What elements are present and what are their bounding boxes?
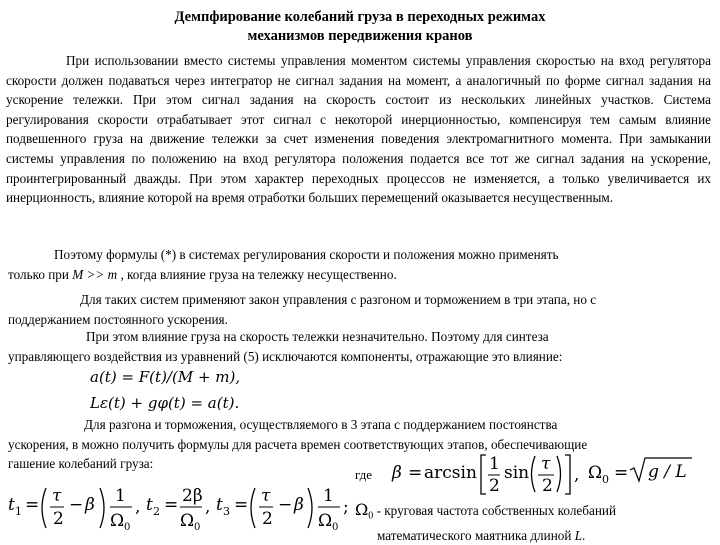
t2-subscript: 2 — [153, 505, 160, 518]
paragraph-intro-line: оказывается несущественным. — [441, 190, 614, 206]
paragraph-intro-line: с некоторой инерционностью, компенсируя тем самым влияние подвешенного груза на движение — [6, 111, 712, 147]
paragraph-line — [8, 265, 713, 285]
equals-sign: = — [234, 495, 249, 515]
omega-symbol: Ω — [318, 511, 333, 531]
two-digit: 2 — [262, 509, 273, 529]
numerator: 1 — [323, 486, 334, 506]
paren-left — [42, 488, 46, 528]
inline-math: M >> m — [72, 266, 118, 282]
t1-symbol: t — [8, 495, 15, 515]
paragraph-line: Для разгона и торможения, осуществляемого в 3 этапа с поддержанием постоянства — [84, 417, 558, 432]
text-fragment: только при — [8, 266, 73, 282]
paragraph-line: поддержанием постоянного ускорения. — [8, 311, 228, 327]
equation-acceleration: a(t) = F(t)/(M + m), — [90, 368, 241, 386]
where-label: где — [355, 467, 373, 482]
comma: , — [135, 497, 141, 517]
paragraph-line: гашение колебаний груза: — [8, 456, 154, 472]
t2-symbol: t — [146, 495, 153, 515]
equals-sign: = — [408, 463, 423, 483]
page-title — [0, 8, 720, 46]
omega-subscript: 0 — [332, 522, 339, 533]
beta-symbol: β — [85, 495, 95, 515]
numerator: 2β — [182, 486, 203, 506]
period: . — [582, 527, 586, 543]
text-fragment: , когда влияние груза на тележку несущественно. — [117, 266, 397, 282]
paren-right — [308, 488, 312, 528]
minus-sign: − — [278, 495, 293, 515]
paragraph-intro-line: тележки за счет изменения поведения электромагнитного момента. При замыкании системы — [6, 131, 712, 166]
paragraph-line: управляющего воздействия из уравнений (5) исключаются компоненты, отражающие это влияние: — [8, 348, 563, 364]
bracket-left — [481, 455, 486, 494]
paren-left — [251, 488, 255, 528]
omega-definition-line-2 — [355, 526, 616, 545]
omega-symbol: Ω — [355, 500, 369, 519]
paragraph-line: Для таких систем применяют закон управления с разгоном и торможением в три этапа, но с — [80, 292, 597, 307]
equals-sign: = — [614, 463, 629, 483]
paragraph-line: При этом влияние груза на скорость тележки незначительно. Поэтому для синтеза — [86, 329, 549, 344]
omega-definition — [355, 500, 616, 545]
paragraph-line: ускорения, в можно получить формулы для расчета времен соответствующих этапов, обеспечивающие — [8, 436, 588, 452]
title-line-2: механизмов передвижения кранов — [247, 28, 473, 44]
paragraph-intro-line: ускорение, проинтегрированный дважды. При этом характер переходных процессов не изменяется, а — [6, 150, 712, 186]
paragraph-synthesis — [8, 327, 713, 366]
length-variable: L — [574, 527, 583, 543]
numerator: 1 — [115, 486, 126, 506]
equals-sign: = — [164, 495, 179, 515]
paragraph-control-law — [8, 290, 713, 329]
paragraph-line: Поэтому формулы (*) в системах регулирования скорости и положения можно применять — [54, 247, 559, 262]
half-den: 2 — [489, 476, 500, 496]
stage-time-formulas — [8, 480, 348, 536]
sqrt-expression: g / L — [648, 462, 687, 482]
title-line-1: Демпфирование колебаний груза в переходных режимах — [174, 9, 546, 25]
equation-pendulum: Lε(t) + gφ(t) = a(t). — [90, 394, 240, 412]
paren-right — [557, 456, 561, 492]
minus-sign: − — [69, 495, 84, 515]
t1-subscript: 1 — [15, 505, 22, 518]
omega-definition-text: математического маятника длиной — [377, 527, 575, 543]
t3-symbol: t — [216, 495, 223, 515]
paren-left — [532, 456, 536, 492]
omega-definition-line-1 — [355, 500, 616, 526]
equals-sign: = — [25, 495, 40, 515]
half-num: 1 — [489, 454, 500, 474]
tau-symbol: τ — [261, 486, 271, 506]
comma: , — [205, 497, 211, 517]
omega-subscript: 0 — [368, 510, 374, 522]
omega-definition-text: - круговая частота собственных колебаний — [373, 503, 617, 518]
t3-subscript: 3 — [223, 505, 230, 518]
paragraph-intro-line: управления по положению на вход регулятора положения подается все тот же сигнал задания на — [60, 150, 644, 166]
beta-formula — [392, 450, 712, 500]
bracket-right — [565, 455, 570, 494]
two-digit: 2 — [53, 509, 64, 529]
paragraph-intro-line: При использовании вместо системы управления моментом системы управления скоростью — [66, 53, 596, 68]
beta-symbol: β — [392, 463, 402, 483]
omega-subscript: 0 — [194, 522, 201, 533]
two-digit: 2 — [542, 476, 553, 496]
paragraph-intro-line: аналогичный по форме сигнал задания на ускорение тележки. При этом сигнал задания на скорость — [6, 72, 712, 108]
paragraph-intro-line: состоит из нескольких линейных участков. Система регулирования скорости отрабатывает этот сигнал — [6, 92, 712, 127]
tau-symbol: τ — [52, 486, 62, 506]
omega-subscript: 0 — [602, 473, 609, 486]
paragraph-intro-line: только увеличивается их инерционность, влияние которой на время отработки больших перемещений — [6, 170, 711, 206]
paragraph-intro-line: на вход регулятора скорости должен подаваться через интегратор не сигнал задания на момент, а — [6, 53, 711, 88]
sin-text: sin — [504, 463, 530, 483]
omega-symbol: Ω — [110, 511, 125, 531]
beta-symbol: β — [294, 495, 304, 515]
tau-symbol: τ — [541, 454, 551, 474]
omega-symbol: Ω — [588, 463, 603, 483]
paragraph-intro — [6, 51, 711, 208]
paren-right — [100, 488, 104, 528]
paragraph-formulas-note — [8, 245, 713, 284]
arcsin-text: arcsin — [424, 463, 477, 483]
semicolon: ; — [343, 497, 349, 517]
comma: , — [574, 465, 580, 485]
omega-subscript: 0 — [124, 522, 131, 533]
omega-symbol: Ω — [180, 511, 195, 531]
